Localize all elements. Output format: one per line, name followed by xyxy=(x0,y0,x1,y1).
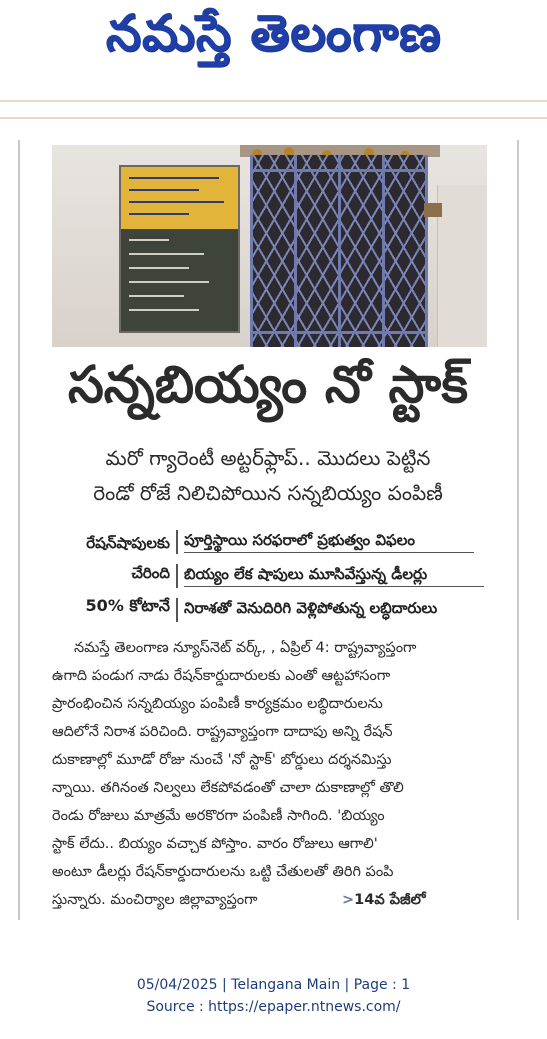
body-line: నమస్తే తెలంగాణ న్యూస్‌నెట్ వర్క్, , ఏప్రిల్ 4: రాష్ట్రవ్యాప్తంగా xyxy=(74,640,417,656)
body-line: రెండు రోజులు మాత్రమే అరకొరగా పంపిణీ సాగింది. 'బియ్యం xyxy=(52,808,385,824)
body-line: న్నాయి. తగినంత నిల్వలు లేకపోవడంతో చాలా దుకాణాల్లో తొలి xyxy=(52,780,404,796)
continued-label: 14వ పేజీలో xyxy=(354,892,426,908)
pointer-list xyxy=(176,528,516,624)
clipping-border-right xyxy=(517,140,519,920)
pointer-text: నిరాశతో వెనుదిరిగి వెళ్లిపోతున్న లబ్ధిదారులు xyxy=(184,599,438,617)
chevron-right-icon: > xyxy=(342,892,355,908)
pointer-text: బియ్యం లేక షాపులు మూసివేస్తున్న డీలర్లు xyxy=(184,565,428,583)
body-line: దుకాణాల్లో మూడో రోజు నుంచే 'నో స్టాక్' బోర్డులు దర్శనమిస్తు xyxy=(52,752,392,768)
pointer-item xyxy=(176,562,516,590)
body-line: ఉగాది పండుగ నాడు రేషన్‌కార్డుదారులకు ఎంతో ఆట్టహాసంగా xyxy=(52,668,391,684)
pointer-item xyxy=(176,596,516,624)
body-line: ప్రారంభించిన సన్నబియ్యం పంపిణీ కార్యక్రమం లబ్ధిదారులను xyxy=(52,696,383,712)
side-box-line: చేరింది xyxy=(131,564,170,582)
continued-on-page-link[interactable] xyxy=(342,892,426,912)
subhead-line: రెండో రోజే నిలిచిపోయిన సన్నబియ్యం పంపిణీ xyxy=(93,481,443,505)
body-line: స్తున్నారు. మంచిర్యాల జిల్లావ్యాప్తంగా xyxy=(52,892,258,908)
footer-source[interactable]: Source : https://epaper.ntnews.com/ xyxy=(146,999,401,1015)
body-line: ఆదిలోనే నిరాశ పరిచింది. రాష్ట్రవ్యాప్తంగా దాదాపు అన్ని రేషన్ xyxy=(52,724,393,740)
masthead-title: నమస్తే తెలంగాణ xyxy=(105,4,442,62)
closed-shop-grill xyxy=(250,155,428,347)
side-box-line: రేషన్‌షాపులకు xyxy=(86,534,170,552)
headline: సన్నబియ్యం నో స్టాక్ xyxy=(67,356,469,415)
side-box xyxy=(52,532,170,620)
masthead-rule-top xyxy=(0,100,547,102)
masthead-rule-bottom xyxy=(0,117,547,119)
body-line: స్టాక్ లేదు.. బియ్యం వచ్చాక పోస్తాం. వారం రోజులు ఆగాలి' xyxy=(52,836,378,852)
masthead xyxy=(0,0,547,118)
clipping-border-left xyxy=(18,140,20,920)
pointer-text: పూర్తిస్థాయి సరఫరాలో ప్రభుత్వం విఫలం xyxy=(184,531,415,549)
ration-shop-board xyxy=(119,165,240,333)
pointer-item xyxy=(176,528,516,556)
side-box-line: 50% కోటానే xyxy=(85,596,170,615)
subhead-line: మరో గ్యారెంటీ అట్టర్‌ఫ్లాప్.. మొదలు పెట్టిన xyxy=(105,446,431,470)
news-photo xyxy=(52,145,487,347)
footer-date-edition: 05/04/2025 | Telangana Main | Page : 1 xyxy=(136,977,411,993)
body-line: అంటూ డీలర్లు రేషన్‌కార్డుదారులను ఒట్టి చేతులతో తిరిగి పంపి xyxy=(52,864,394,880)
